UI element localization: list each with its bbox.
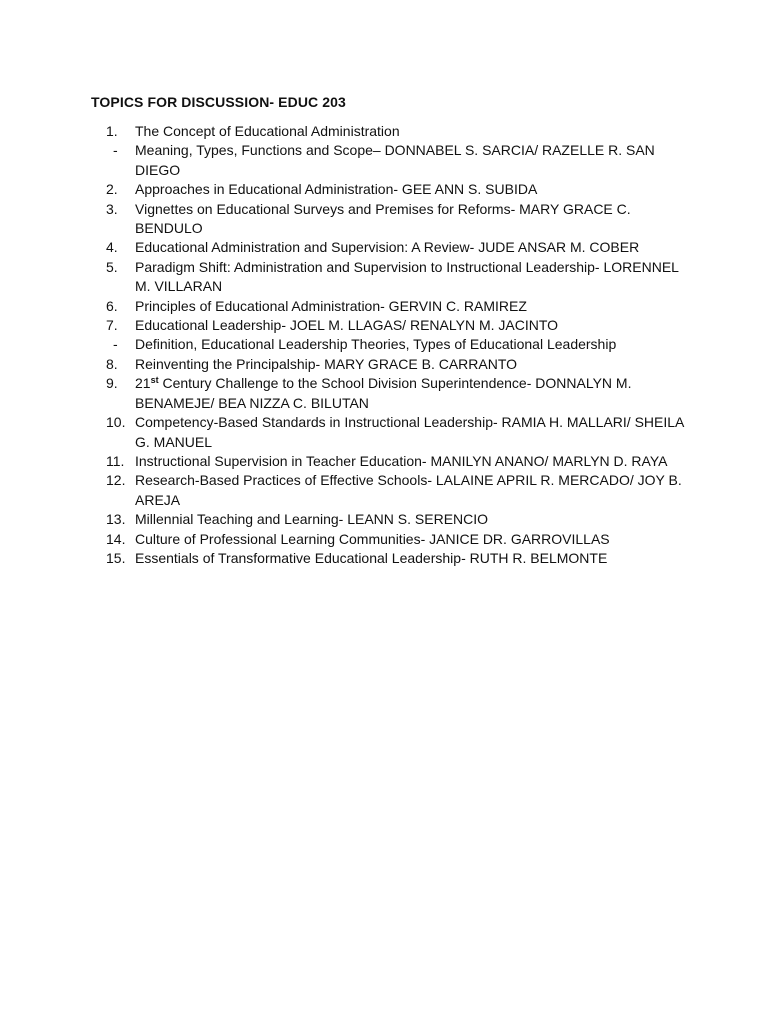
item-text: Instructional Supervision in Teacher Education- MANILYN ANANO/ MARLYN D. RAYA bbox=[135, 452, 668, 469]
item-text: Competency-Based Standards in Instructional Leadership- RAMIA H. MALLARI/ SHEILA G. MANUEL bbox=[135, 414, 684, 450]
list-item bbox=[106, 413, 696, 452]
item-text: The Concept of Educational Administration bbox=[135, 123, 400, 139]
item-text: Definition, Educational Leadership Theories, Types of Educational Leadership bbox=[135, 336, 617, 353]
list-item bbox=[106, 180, 696, 199]
item-text: Research-Based Practices of Effective Schools- LALAINE APRIL R. MERCADO/ JOY B. AREJA bbox=[135, 472, 682, 508]
item-text: Reinventing the Principalship- MARY GRACE B. CARRANTO bbox=[135, 355, 518, 372]
item-text: Millennial Teaching and Learning- LEANN S. SERENCIO bbox=[135, 511, 489, 528]
item-number: 11. bbox=[106, 452, 125, 469]
item-number: 10. bbox=[106, 414, 126, 431]
list-item bbox=[106, 200, 696, 239]
list-item bbox=[106, 122, 696, 141]
item-bullet: - bbox=[113, 336, 118, 353]
item-number: 14. bbox=[106, 530, 126, 547]
item-text: Meaning, Types, Functions and Scope– DONNABEL S. SARCIA/ RAZELLE R. SAN DIEGO bbox=[135, 142, 655, 178]
list-item bbox=[106, 316, 696, 335]
list-item bbox=[106, 530, 696, 549]
item-number: 5. bbox=[106, 258, 118, 275]
item-text: Vignettes on Educational Surveys and Premises for Reforms- MARY GRACE C. BENDULO bbox=[135, 200, 631, 237]
item-number: 7. bbox=[106, 317, 118, 334]
item-text bbox=[135, 374, 696, 413]
list-item bbox=[106, 335, 696, 354]
item-number: 12. bbox=[106, 472, 126, 489]
list-item bbox=[106, 374, 696, 413]
list-item bbox=[106, 238, 696, 257]
list-item bbox=[106, 510, 696, 529]
list-item bbox=[106, 452, 696, 471]
list-item bbox=[106, 471, 696, 510]
item-text: Approaches in Educational Administration- GEE ANN S. SUBIDA bbox=[135, 181, 538, 198]
ordinal-suffix: st bbox=[150, 375, 159, 386]
item-text-rest: Century Challenge to the School Division Superintendence- DONNALYN M. BENAMEJE/ BEA NIZZA C. BILUTAN bbox=[135, 375, 632, 411]
topic-list bbox=[106, 122, 696, 568]
item-number: 13. bbox=[106, 511, 126, 528]
item-text: Principles of Educational Administration- GERVIN C. RAMIREZ bbox=[135, 297, 527, 314]
item-number: 9. bbox=[106, 375, 118, 392]
item-number: 3. bbox=[106, 200, 118, 217]
item-number: 2. bbox=[106, 181, 118, 198]
item-number: 15. bbox=[106, 549, 126, 566]
item-number: 8. bbox=[106, 355, 118, 372]
list-item bbox=[106, 258, 696, 297]
item-text: Educational Administration and Supervision: A Review- JUDE ANSAR M. COBER bbox=[135, 239, 640, 256]
item-number: 4. bbox=[106, 239, 118, 256]
item-text: Paradigm Shift: Administration and Supervision to Instructional Leadership- LORENNEL M. VILLARAN bbox=[135, 258, 679, 295]
list-item bbox=[106, 297, 696, 316]
item-number: 1. bbox=[106, 123, 118, 139]
item-text: Educational Leadership- JOEL M. LLAGAS/ RENALYN M. JACINTO bbox=[135, 317, 559, 334]
list-item bbox=[106, 549, 696, 568]
list-item bbox=[106, 355, 696, 374]
list-item bbox=[106, 141, 696, 180]
document-title: TOPICS FOR DISCUSSION- EDUC 203 bbox=[91, 94, 346, 110]
item-text: Essentials of Transformative Educational Leadership- RUTH R. BELMONTE bbox=[135, 549, 608, 566]
item-bullet: - bbox=[113, 142, 118, 159]
item-text: Culture of Professional Learning Communities- JANICE DR. GARROVILLAS bbox=[135, 530, 610, 547]
item-number: 6. bbox=[106, 297, 118, 314]
ordinal-number: 21 bbox=[135, 375, 151, 392]
